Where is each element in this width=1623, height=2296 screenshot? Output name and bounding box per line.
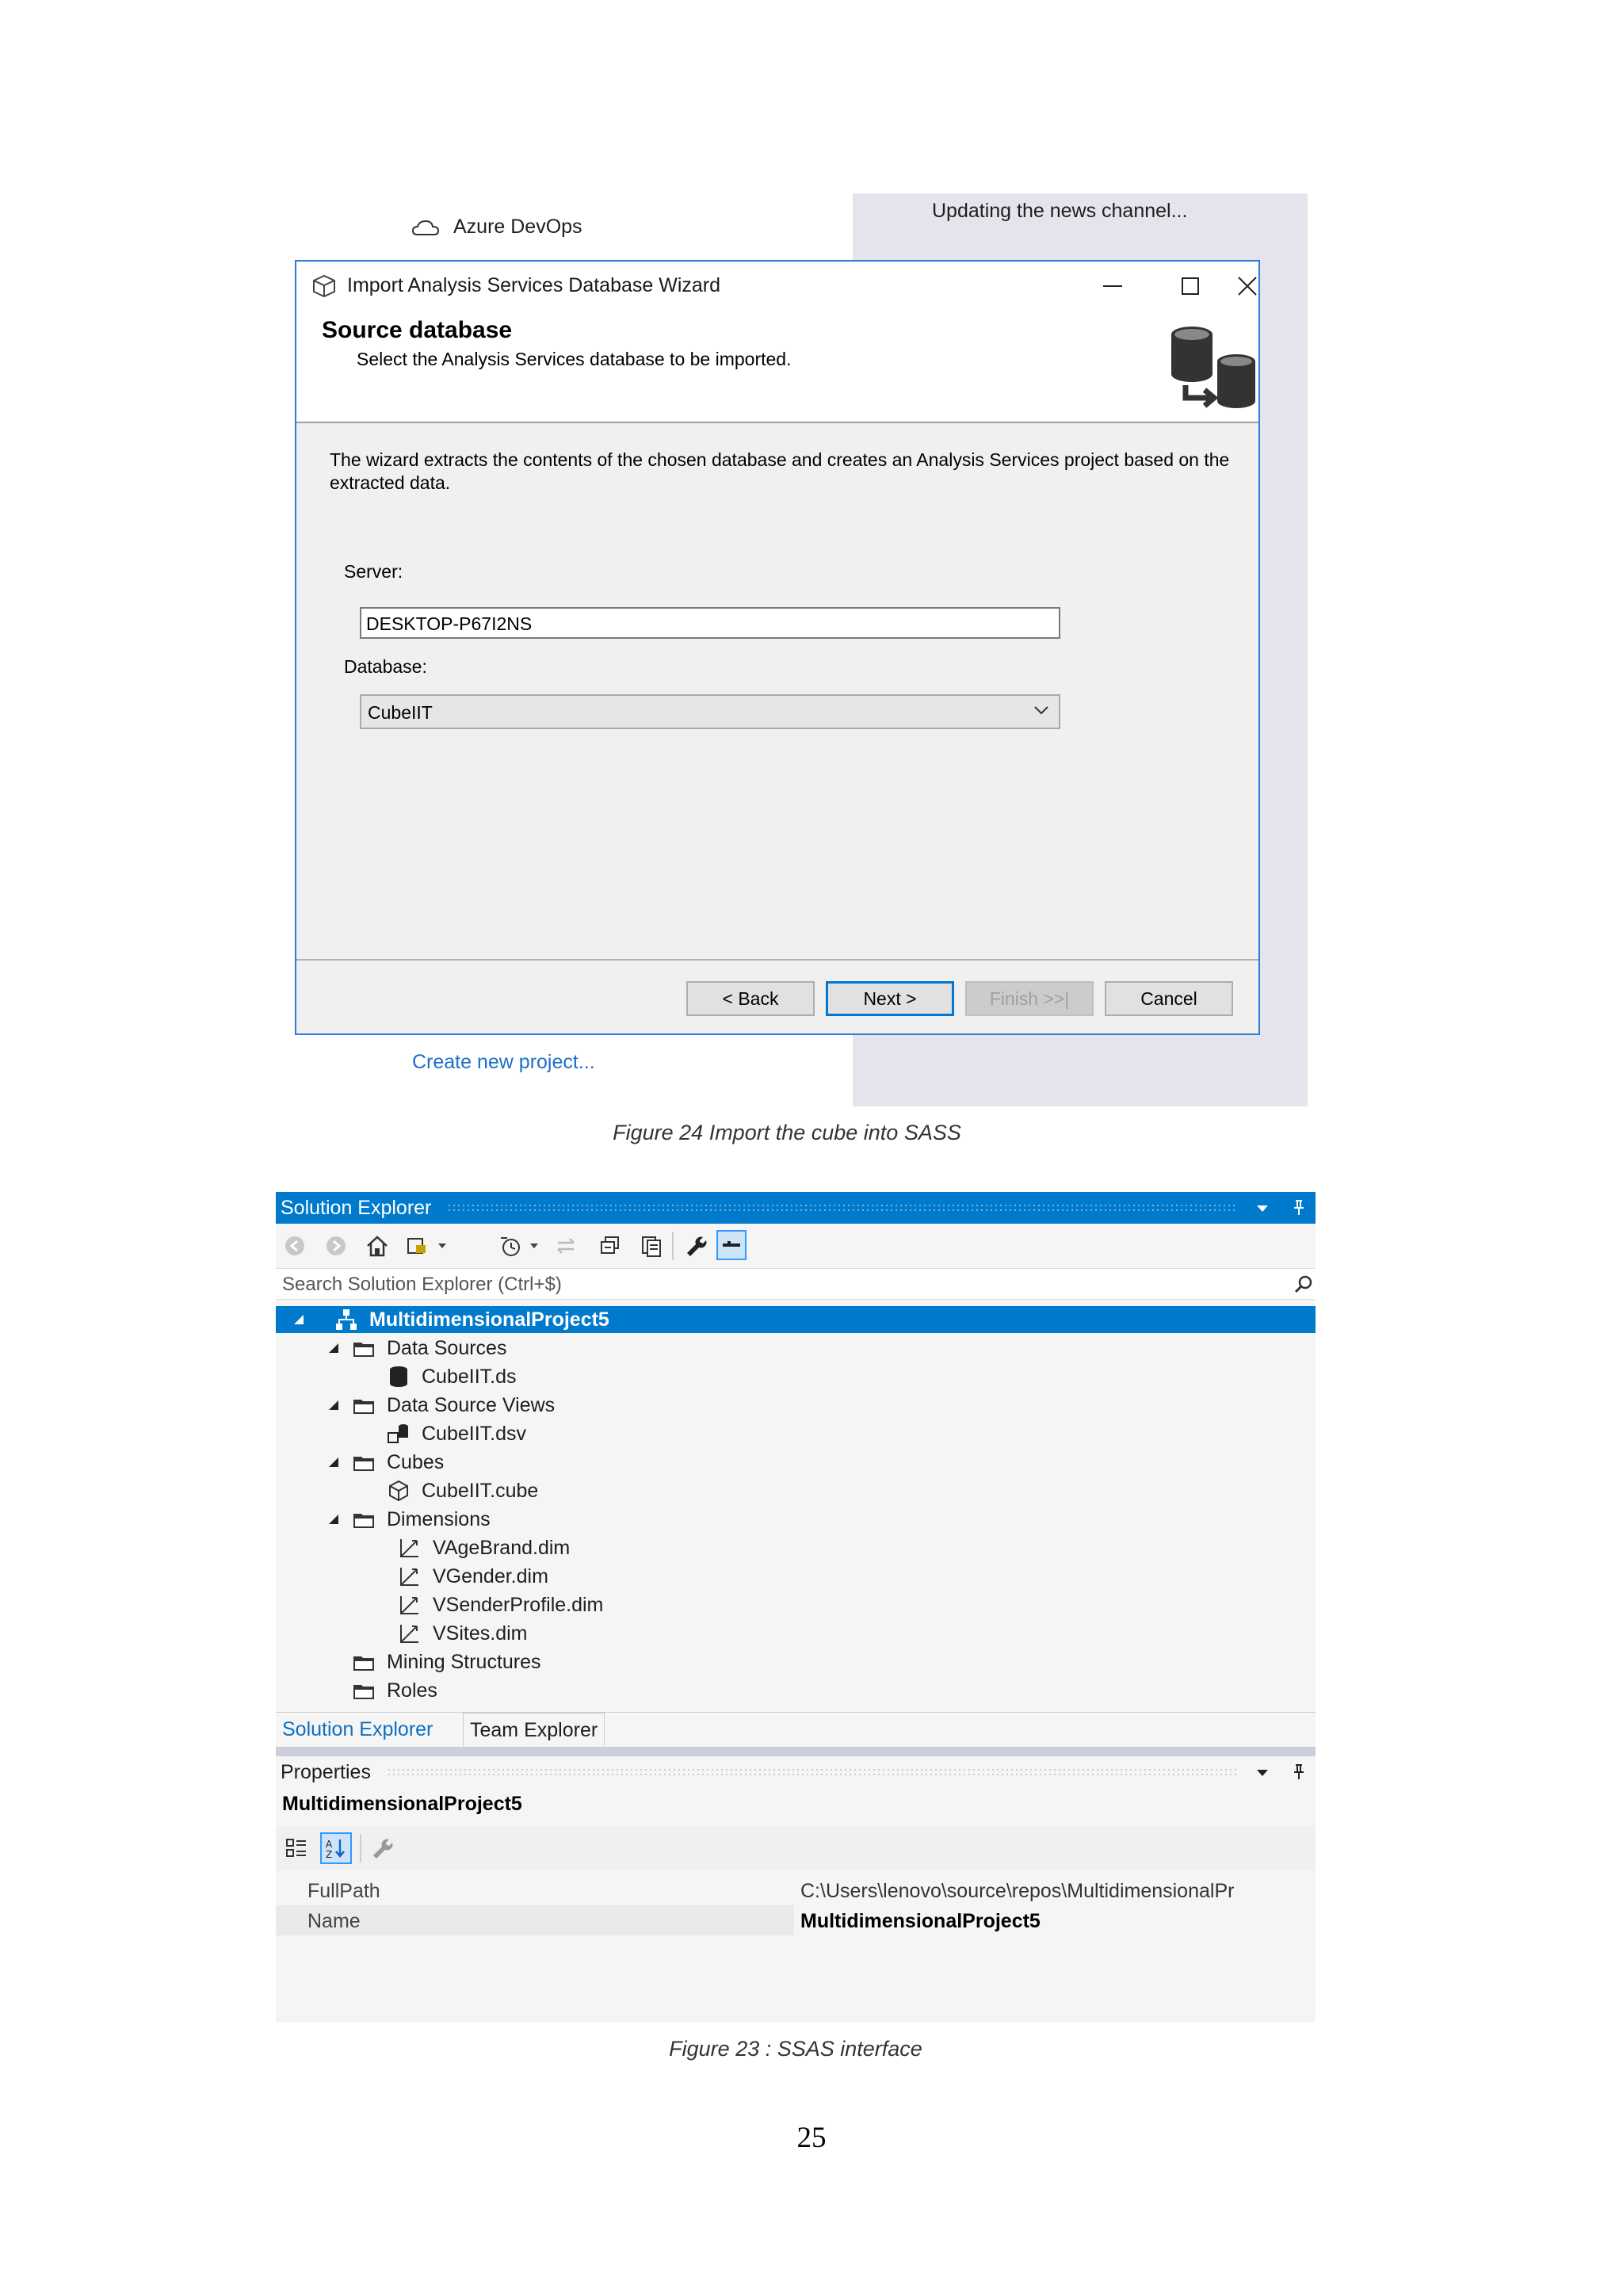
- news-status-text: Updating the news channel...: [932, 200, 1188, 222]
- back-arrow-icon[interactable]: [282, 1233, 307, 1259]
- tree-label: Dimensions: [387, 1507, 491, 1530]
- property-key: FullPath: [307, 1880, 380, 1902]
- minimize-icon: [1103, 277, 1122, 296]
- dimension-icon: [398, 1622, 422, 1645]
- data-source-view-icon: [387, 1422, 411, 1446]
- dropdown-arrow-icon[interactable]: [1254, 1763, 1271, 1781]
- database-selected-value: CubeIIT: [368, 702, 433, 723]
- tree-folder-dimensions[interactable]: [327, 1506, 491, 1533]
- folder-icon: [352, 1507, 376, 1531]
- tree-label: Roles: [387, 1679, 437, 1702]
- tree-label: CubeIIT.dsv: [422, 1422, 527, 1445]
- cloud-icon: [412, 219, 439, 236]
- property-pages-wrench-icon[interactable]: [369, 1836, 395, 1861]
- pending-changes-dropdown-icon[interactable]: [526, 1233, 542, 1259]
- tree-item-dsv[interactable]: [387, 1420, 526, 1447]
- finish-button[interactable]: Finish >>|: [965, 981, 1094, 1016]
- property-key: Name: [307, 1910, 361, 1932]
- titlebar-grip: [387, 1767, 1238, 1777]
- expanded-triangle-icon[interactable]: [292, 1312, 306, 1327]
- tree-label: Cubes: [387, 1450, 445, 1473]
- tree-item-dim[interactable]: [398, 1620, 527, 1647]
- titlebar-grip: [447, 1203, 1238, 1213]
- toolbar-separator: [672, 1232, 674, 1260]
- collapse-all-icon[interactable]: [598, 1233, 623, 1259]
- page-number: 25: [796, 2122, 827, 2154]
- show-all-files-icon[interactable]: [639, 1233, 664, 1259]
- cancel-button[interactable]: Cancel: [1105, 981, 1233, 1016]
- wrench-icon[interactable]: [683, 1233, 708, 1259]
- properties-object-name: MultidimensionalProject5: [282, 1793, 522, 1815]
- database-icon: [387, 1365, 411, 1389]
- solution-explorer-titlebar: [276, 1192, 1316, 1224]
- switch-views-dropdown-icon[interactable]: [434, 1233, 450, 1259]
- close-icon: [1237, 276, 1258, 296]
- properties-titlebar: [276, 1756, 1316, 1788]
- tab-solution-explorer[interactable]: Solution Explorer: [282, 1717, 433, 1740]
- tree-folder-roles[interactable]: [352, 1677, 437, 1702]
- expanded-triangle-icon[interactable]: [327, 1455, 341, 1469]
- project-icon: [334, 1308, 358, 1331]
- tab-team-explorer[interactable]: Team Explorer: [463, 1713, 605, 1748]
- expanded-triangle-icon[interactable]: [327, 1341, 341, 1355]
- project-name: MultidimensionalProject5: [369, 1308, 609, 1331]
- tree-item-dim[interactable]: [398, 1534, 570, 1561]
- tree-folder-data-sources[interactable]: [327, 1335, 506, 1362]
- forward-arrow-icon[interactable]: [323, 1233, 349, 1259]
- folder-icon: [352, 1336, 376, 1360]
- solution-explorer-title: Solution Explorer: [281, 1196, 432, 1219]
- wizard-description: The wizard extracts the contents of the chosen database and creates an Analysis Services project based on the extracted data.: [330, 449, 1230, 493]
- figure-24-screenshot: [293, 193, 1308, 1106]
- tree-label: CubeIIT.ds: [422, 1365, 517, 1388]
- svg-text:Z: Z: [326, 1849, 333, 1860]
- azure-devops-label: Azure DevOps: [453, 216, 582, 238]
- tree-label: VAgeBrand.dim: [433, 1536, 571, 1559]
- pin-icon[interactable]: [1290, 1199, 1308, 1217]
- dimension-icon: [398, 1536, 422, 1560]
- tree-item-dim[interactable]: [398, 1563, 548, 1590]
- page-subheading: Select the Analysis Services database to be imported.: [357, 349, 792, 369]
- dimension-icon: [398, 1593, 422, 1617]
- folder-icon: [352, 1450, 376, 1474]
- tree-label: CubeIIT.cube: [422, 1479, 539, 1502]
- property-row-fullpath[interactable]: [276, 1875, 1316, 1905]
- tree-folder-cubes[interactable]: [327, 1449, 444, 1476]
- properties-toolbar: [276, 1826, 1316, 1870]
- tree-label: Mining Structures: [387, 1650, 541, 1673]
- toolbar-separator: [360, 1834, 361, 1862]
- property-value: MultidimensionalProject5: [800, 1910, 1041, 1932]
- switch-views-icon[interactable]: [404, 1233, 430, 1259]
- tree-label: Data Source Views: [387, 1393, 556, 1416]
- pin-icon[interactable]: [1290, 1763, 1308, 1781]
- cube-icon: [387, 1479, 411, 1503]
- alphabetical-sort-icon[interactable]: [320, 1832, 352, 1864]
- properties-title: Properties: [281, 1760, 371, 1783]
- figure-23-screenshot: [276, 1192, 1316, 2023]
- figure-24-caption: Figure 24 Import the cube into SASS: [613, 1121, 961, 1144]
- wizard-header: [296, 311, 1258, 423]
- server-label: Server:: [344, 561, 403, 582]
- folder-icon: [352, 1393, 376, 1417]
- import-wizard-dialog: [295, 260, 1260, 1035]
- database-transfer-icon: [1168, 322, 1255, 411]
- folder-icon: [352, 1679, 376, 1702]
- expanded-triangle-icon[interactable]: [327, 1398, 341, 1412]
- home-icon[interactable]: [365, 1233, 390, 1259]
- create-new-project-link[interactable]: Create new project...: [412, 1051, 595, 1073]
- chevron-down-icon: [1032, 701, 1051, 720]
- preview-selected-items-icon[interactable]: [716, 1230, 747, 1260]
- search-icon[interactable]: [1293, 1274, 1314, 1295]
- database-select[interactable]: [360, 694, 1060, 729]
- page-heading: Source database: [322, 317, 513, 343]
- next-button[interactable]: Next >: [826, 981, 954, 1016]
- cube-icon: [311, 273, 338, 300]
- maximize-icon: [1181, 277, 1200, 296]
- tree-label: VSenderProfile.dim: [433, 1593, 604, 1616]
- tree-item-dim[interactable]: [398, 1591, 603, 1618]
- close-button-glyph[interactable]: [1224, 268, 1271, 304]
- folder-icon: [352, 1650, 376, 1674]
- minimize-button[interactable]: [1089, 268, 1136, 304]
- wizard-title: Import Analysis Services Database Wizard: [347, 274, 721, 296]
- sync-icon[interactable]: [553, 1233, 579, 1259]
- property-row-name[interactable]: [276, 1905, 1316, 1935]
- dropdown-arrow-icon[interactable]: [1254, 1199, 1271, 1217]
- footer-divider: [296, 959, 1258, 961]
- tree-folder-mining-structures[interactable]: [352, 1648, 541, 1675]
- search-input[interactable]: Search Solution Explorer (Ctrl+$): [276, 1268, 1316, 1300]
- tree-label: VGender.dim: [433, 1564, 548, 1587]
- back-button[interactable]: < Back: [686, 981, 815, 1016]
- svg-text:A: A: [326, 1839, 333, 1850]
- tree-item-cube[interactable]: [387, 1477, 538, 1504]
- tree-label: Data Sources: [387, 1336, 507, 1359]
- wizard-titlebar: [296, 262, 1258, 311]
- pending-changes-icon[interactable]: [498, 1233, 523, 1259]
- figure-23-caption: Figure 23 : SSAS interface: [669, 2037, 922, 2061]
- explorer-tabs: [276, 1712, 1316, 1748]
- solution-explorer-toolbar: [276, 1224, 1316, 1268]
- azure-devops-item[interactable]: [412, 216, 582, 239]
- tree-label: VSites.dim: [433, 1622, 528, 1645]
- tree-item-ds[interactable]: [387, 1363, 517, 1390]
- dimension-icon: [398, 1564, 422, 1588]
- server-input[interactable]: DESKTOP-P67I2NS: [360, 607, 1060, 639]
- expanded-triangle-icon[interactable]: [327, 1512, 341, 1526]
- pane-splitter[interactable]: [276, 1747, 1316, 1756]
- solution-tree: [276, 1306, 1316, 1702]
- tree-project-row[interactable]: [276, 1306, 1316, 1333]
- property-value: C:\Users\lenovo\source\repos\MultidimensionalPr: [800, 1880, 1235, 1902]
- database-label: Database:: [344, 656, 427, 677]
- maximize-button[interactable]: [1167, 268, 1214, 304]
- tree-folder-data-source-views[interactable]: [327, 1392, 555, 1419]
- categorized-icon[interactable]: [284, 1836, 309, 1861]
